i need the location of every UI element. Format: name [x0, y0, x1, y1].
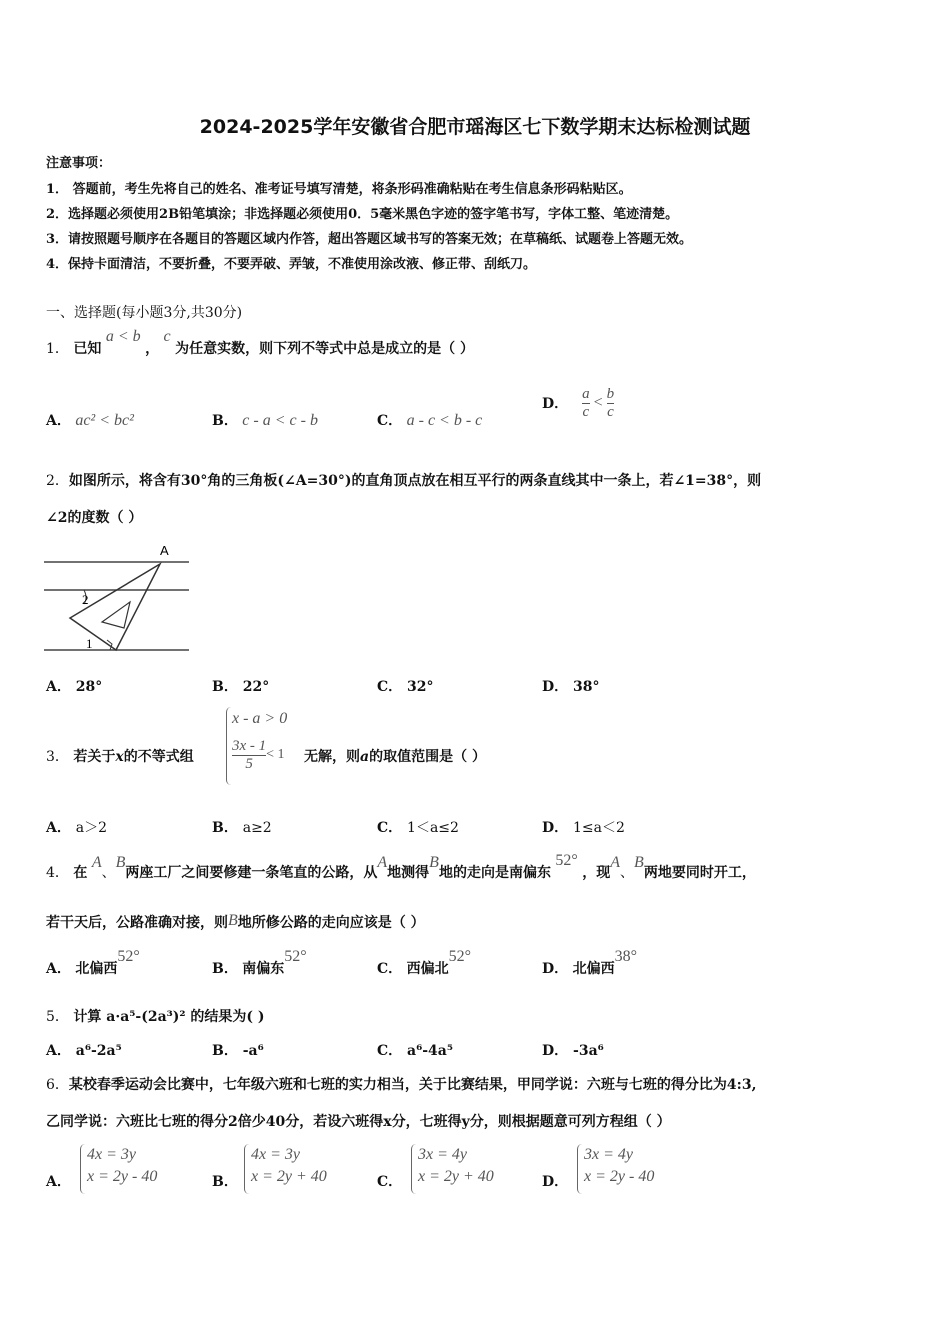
question-text: 如图所示，将含有30°角的三角板(∠A=30°)的直角顶点放在相互平行的两条直线其中一条上，若∠1=38°，则 [68, 473, 762, 489]
system-brace [411, 1144, 416, 1194]
option-d[interactable]: D． 1≤a＜2 [542, 820, 625, 836]
question-text: 已知 [73, 341, 102, 357]
angle-label: 2 [82, 592, 89, 607]
option-c[interactable] [377, 410, 482, 430]
page-title: 2024-2025学年安徽省合肥市瑶海区七下数学期末达标检测试题 [199, 116, 751, 138]
fraction: $\frac{3x - 1}{5}$ [232, 738, 267, 772]
section-heading: 一、选择题(每小题3分,共30分) [46, 305, 243, 321]
option-a[interactable]: A． 28° [46, 679, 103, 695]
option-b[interactable]: B． 22° [212, 679, 270, 695]
option-b[interactable]: B． a≥2 [212, 820, 272, 836]
fraction: $\frac{a}{c}$ [582, 386, 590, 420]
math-variable: x [115, 749, 124, 765]
option-b[interactable]: B． [212, 1174, 238, 1190]
option-c[interactable]: C． [377, 1174, 403, 1190]
question-text: 某校春季运动会比赛中，七年级六班和七班的实力相当，关于比赛结果，甲同学说：六班与七班的得分比为4:3, [68, 1077, 757, 1093]
triangle-outer [70, 564, 160, 650]
question-1 [46, 328, 474, 358]
option-b[interactable]: B． -a⁶ [212, 1043, 264, 1059]
notice-item: 2．选择题必须使用2B铅笔填涂；非选择题必须使用0．5毫米黑色字迹的签字笔书写，字体工整、笔迹清楚。 [46, 207, 679, 222]
inequality-1: x - a > 0 [232, 710, 288, 727]
triangle-inner [102, 602, 130, 628]
question-6 [46, 1074, 756, 1094]
equation-system: 3x = 4y x = 2y + 40 [418, 1146, 494, 1185]
math-expression: a - c < b - c [406, 412, 483, 429]
option-label: B． [212, 413, 238, 429]
triangle-figure [44, 540, 194, 656]
option-d[interactable]: D． 北偏西38° [542, 948, 637, 977]
question-text: ∠2的度数（ ） [46, 510, 143, 526]
option-d[interactable]: D． 38° [542, 679, 600, 695]
option-c[interactable]: C． 1＜a≤2 [377, 820, 459, 836]
option-a[interactable]: A． a⁶-2a⁵ [46, 1043, 122, 1059]
question-text: 为任意实数，则下列不等式中总是成立的是（ ） [175, 341, 474, 357]
math-expression: c - a < c - b [242, 412, 318, 429]
question-number: 5． [46, 1009, 69, 1025]
option-label: C． [377, 413, 403, 429]
option-c[interactable]: C． 32° [377, 679, 434, 695]
option-b[interactable]: B． 南偏东52° [212, 948, 307, 977]
question-number: 2． [46, 473, 69, 489]
option-label: D． [542, 396, 569, 412]
system-brace [244, 1144, 249, 1194]
question-2 [46, 470, 761, 490]
question-number: 6． [46, 1077, 69, 1093]
system-brace [80, 1144, 85, 1194]
option-a[interactable]: A． [46, 1174, 71, 1190]
notice-item: 3．请按照题号顺序在各题目的答题区域内作答，超出答题区域书写的答案无效；在草稿纸、试题卷上答题无效。 [46, 232, 693, 247]
question-text: 若关于 [73, 749, 116, 765]
option-a[interactable]: A． 北偏西52° [46, 948, 140, 977]
math-operator: < [593, 394, 603, 411]
math-expression: a < b [105, 328, 141, 345]
notice-item: 4．保持卡面清洁，不要折叠，不要弄破、弄皱，不准使用涂改液、修正带、刮纸刀。 [46, 257, 537, 272]
equation-system: 3x = 4y x = 2y - 40 [584, 1146, 655, 1185]
equation-system: 4x = 3y x = 2y - 40 [87, 1146, 158, 1185]
equation-system: 4x = 3y x = 2y + 40 [251, 1146, 327, 1185]
fraction: $\frac{b}{c}$ [606, 386, 615, 420]
question-5 [46, 1006, 265, 1026]
option-d[interactable]: D． [542, 1174, 569, 1190]
question-3 [46, 746, 194, 766]
question-text: 计算 a·a⁵-(2a³)² 的结果为( ) [73, 1009, 265, 1025]
option-b[interactable] [212, 410, 318, 430]
option-c[interactable]: C． a⁶-4a⁵ [377, 1043, 453, 1059]
question-number: 3． [46, 749, 69, 765]
question-text: 乙同学说：六班比七班的得分2倍少40分，若设六班得x分，七班得y分，则根据题意可列方程组（ ） [46, 1114, 671, 1130]
question-number: 4． [46, 865, 69, 881]
vertex-label: A [160, 543, 169, 558]
question-text: 若干天后，公路准确对接，则B地所修公路的走向应该是（ ） [46, 912, 425, 931]
question-text: 无解，则a的取值范围是（ ） [304, 749, 486, 765]
inequality-2: $\frac{3x - 1}{5}$ < 1 [232, 738, 285, 772]
system-brace [577, 1144, 582, 1194]
option-label: A． [46, 413, 71, 429]
notice-item: 1． 答题前，考生先将自己的姓名、准考证号填写清楚，将条形码准确粘贴在考生信息条形码粘贴区。 [46, 182, 632, 197]
system-brace [226, 707, 231, 785]
question-number: 1． [46, 341, 69, 357]
math-expression: c [163, 328, 171, 345]
option-a[interactable] [46, 410, 134, 430]
option-a[interactable]: A． a＞2 [46, 820, 108, 836]
math-expression: ac² < bc² [75, 412, 134, 429]
option-d[interactable]: D． -3a⁶ [542, 1043, 604, 1059]
question-text: 的不等式组 [123, 749, 194, 765]
question-text: ， [145, 341, 160, 357]
question-4: 4． 在 A、B两座工厂之间要修建一条笔直的公路，从A地测得B地的走向是南偏东 52° ，现A、B两地要同时开工， [46, 852, 756, 881]
option-d[interactable] [542, 386, 614, 420]
notice-heading: 注意事项： [46, 156, 112, 171]
option-c[interactable]: C． 西偏北52° [377, 948, 472, 977]
angle-label: 1 [86, 636, 93, 651]
